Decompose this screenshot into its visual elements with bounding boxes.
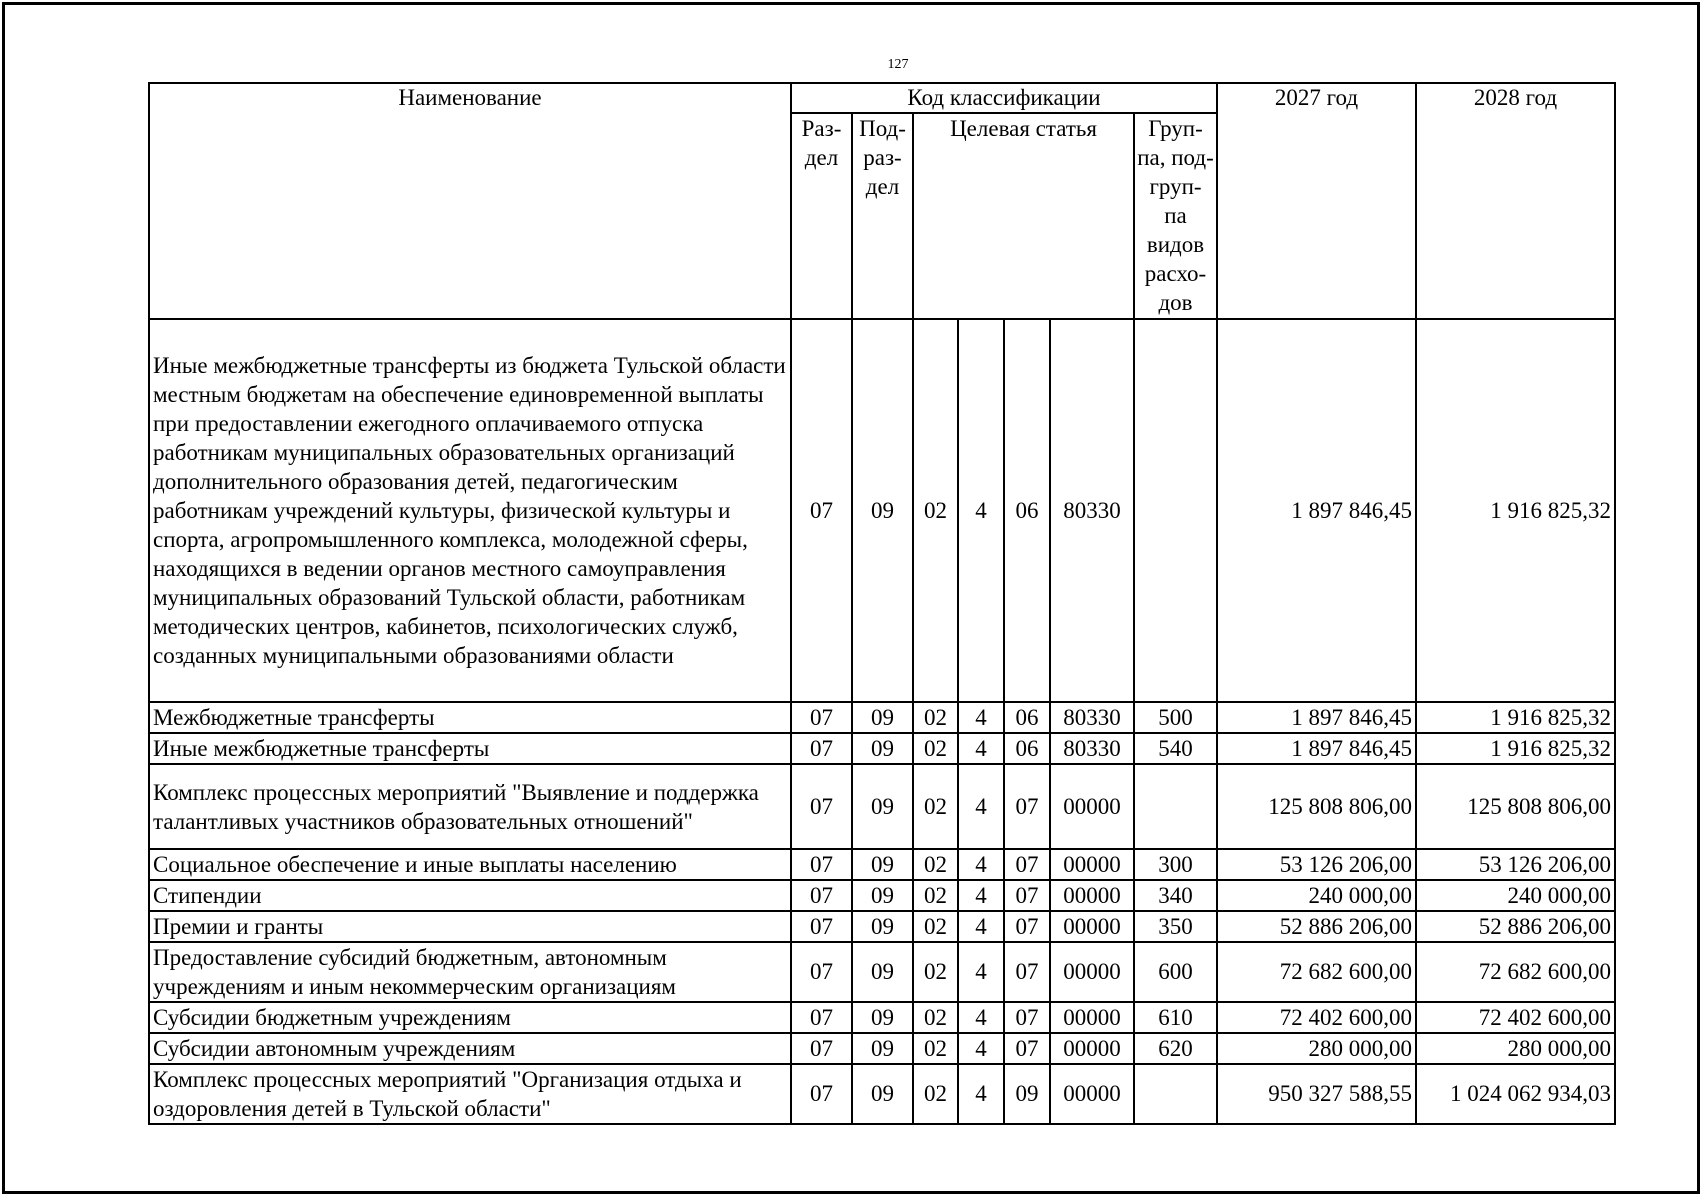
row-name: Межбюджетные трансферты	[149, 702, 791, 733]
row-target-direction: 00000	[1050, 764, 1134, 849]
row-expense-group: 610	[1134, 1002, 1217, 1033]
row-subsection: 09	[852, 942, 913, 1002]
row-target-type: 4	[958, 1064, 1004, 1124]
row-subsection: 09	[852, 319, 913, 702]
table-row	[149, 911, 1615, 942]
row-section: 07	[791, 1002, 852, 1033]
row-subsection: 09	[852, 880, 913, 911]
row-target-direction: 80330	[1050, 702, 1134, 733]
table-row	[149, 849, 1615, 880]
header-expense-group: Груп- па, под- груп- па видов расхо- дов	[1134, 113, 1217, 319]
row-subsection: 09	[852, 1064, 913, 1124]
table-row	[149, 942, 1615, 1002]
row-target-event: 07	[1004, 764, 1050, 849]
row-amount-2028: 72 682 600,00	[1416, 942, 1615, 1002]
table-row	[149, 1033, 1615, 1064]
row-target-type: 4	[958, 911, 1004, 942]
row-amount-2028: 53 126 206,00	[1416, 849, 1615, 880]
budget-table	[148, 82, 1616, 1125]
row-name: Комплекс процессных мероприятий "Выявление и поддержка талантливых участников образовательных отношений"	[149, 764, 791, 849]
row-section: 07	[791, 880, 852, 911]
row-expense-group: 500	[1134, 702, 1217, 733]
row-section: 07	[791, 764, 852, 849]
row-amount-2027: 280 000,00	[1217, 1033, 1416, 1064]
row-section: 07	[791, 702, 852, 733]
row-name: Стипендии	[149, 880, 791, 911]
row-amount-2027: 1 897 846,45	[1217, 733, 1416, 764]
row-target-type: 4	[958, 319, 1004, 702]
row-subsection: 09	[852, 1002, 913, 1033]
header-section: Раз- дел	[791, 113, 852, 319]
row-name: Социальное обеспечение и иные выплаты населению	[149, 849, 791, 880]
row-amount-2028: 125 808 806,00	[1416, 764, 1615, 849]
row-amount-2027: 72 682 600,00	[1217, 942, 1416, 1002]
row-target-direction: 80330	[1050, 733, 1134, 764]
row-target-type: 4	[958, 1002, 1004, 1033]
row-target-direction: 00000	[1050, 880, 1134, 911]
row-subsection: 09	[852, 733, 913, 764]
row-target-event: 06	[1004, 733, 1050, 764]
row-target-event: 06	[1004, 319, 1050, 702]
row-section: 07	[791, 942, 852, 1002]
row-target-event: 07	[1004, 911, 1050, 942]
row-amount-2027: 1 897 846,45	[1217, 702, 1416, 733]
header-year-2028: 2028 год	[1416, 83, 1615, 319]
row-amount-2028: 280 000,00	[1416, 1033, 1615, 1064]
row-target-program: 02	[913, 1033, 958, 1064]
row-target-program: 02	[913, 942, 958, 1002]
row-target-program: 02	[913, 1002, 958, 1033]
row-amount-2027: 125 808 806,00	[1217, 764, 1416, 849]
row-amount-2027: 72 402 600,00	[1217, 1002, 1416, 1033]
row-target-direction: 00000	[1050, 1002, 1134, 1033]
row-expense-group: 540	[1134, 733, 1217, 764]
row-target-type: 4	[958, 733, 1004, 764]
row-name: Комплекс процессных мероприятий "Организация отдыха и оздоровления детей в Тульской области"	[149, 1064, 791, 1124]
row-amount-2028: 1 916 825,32	[1416, 733, 1615, 764]
row-amount-2028: 1 916 825,32	[1416, 702, 1615, 733]
row-expense-group	[1134, 764, 1217, 849]
row-target-type: 4	[958, 849, 1004, 880]
row-section: 07	[791, 733, 852, 764]
row-amount-2027: 950 327 588,55	[1217, 1064, 1416, 1124]
header-target-article: Целевая статья	[913, 113, 1134, 319]
row-section: 07	[791, 319, 852, 702]
row-target-program: 02	[913, 319, 958, 702]
table-row	[149, 702, 1615, 733]
row-target-type: 4	[958, 702, 1004, 733]
row-target-type: 4	[958, 942, 1004, 1002]
row-name: Субсидии бюджетным учреждениям	[149, 1002, 791, 1033]
table-row	[149, 1002, 1615, 1033]
row-amount-2027: 52 886 206,00	[1217, 911, 1416, 942]
row-target-direction: 00000	[1050, 1064, 1134, 1124]
table-row	[149, 733, 1615, 764]
row-subsection: 09	[852, 1033, 913, 1064]
row-target-type: 4	[958, 764, 1004, 849]
row-expense-group: 600	[1134, 942, 1217, 1002]
row-target-event: 07	[1004, 942, 1050, 1002]
row-name: Субсидии автономным учреждениям	[149, 1033, 791, 1064]
row-subsection: 09	[852, 702, 913, 733]
row-target-type: 4	[958, 880, 1004, 911]
table-row	[149, 1064, 1615, 1124]
row-amount-2028: 240 000,00	[1416, 880, 1615, 911]
row-target-program: 02	[913, 880, 958, 911]
row-subsection: 09	[852, 764, 913, 849]
row-expense-group: 620	[1134, 1033, 1217, 1064]
row-target-direction: 00000	[1050, 911, 1134, 942]
header-classification: Код классификации	[791, 83, 1217, 113]
row-name: Иные межбюджетные трансферты	[149, 733, 791, 764]
row-target-event: 09	[1004, 1064, 1050, 1124]
row-target-program: 02	[913, 702, 958, 733]
row-amount-2028: 1 916 825,32	[1416, 319, 1615, 702]
row-amount-2027: 1 897 846,45	[1217, 319, 1416, 702]
row-section: 07	[791, 1064, 852, 1124]
table-row	[149, 880, 1615, 911]
row-target-event: 06	[1004, 702, 1050, 733]
row-expense-group: 300	[1134, 849, 1217, 880]
row-amount-2028: 52 886 206,00	[1416, 911, 1615, 942]
row-target-direction: 00000	[1050, 1033, 1134, 1064]
row-target-event: 07	[1004, 1033, 1050, 1064]
row-target-direction: 80330	[1050, 319, 1134, 702]
header-year-2027: 2027 год	[1217, 83, 1416, 319]
row-amount-2028: 1 024 062 934,03	[1416, 1064, 1615, 1124]
row-target-event: 07	[1004, 1002, 1050, 1033]
row-target-event: 07	[1004, 880, 1050, 911]
header-name: Наименование	[149, 83, 791, 319]
row-expense-group: 340	[1134, 880, 1217, 911]
header-subsection: Под- раз- дел	[852, 113, 913, 319]
row-target-type: 4	[958, 1033, 1004, 1064]
row-section: 07	[791, 911, 852, 942]
row-name: Предоставление субсидий бюджетным, автономным учреждениям и иным некоммерческим организациям	[149, 942, 791, 1002]
row-name: Премии и гранты	[149, 911, 791, 942]
row-section: 07	[791, 1033, 852, 1064]
row-expense-group	[1134, 319, 1217, 702]
page-number: 127	[887, 57, 909, 72]
row-target-event: 07	[1004, 849, 1050, 880]
row-section: 07	[791, 849, 852, 880]
row-target-program: 02	[913, 764, 958, 849]
row-subsection: 09	[852, 849, 913, 880]
row-name: Иные межбюджетные трансферты из бюджета Тульской области местным бюджетам на обеспечение единовременной выплаты при предоставлении ежегодного оплачиваемого отпуска работникам муниципальных образовательных организаций дополнительного образования детей, педагогическим работникам учреждений культуры, физической культуры и спорта, агропромышленного комплекса, молодежной сферы, находящихся в ведении органов местного самоуправления муниципальных образований Тульской области, работникам методических центров, кабинетов, психологических служб, созданных муниципальными образованиями области	[149, 319, 791, 702]
row-amount-2027: 53 126 206,00	[1217, 849, 1416, 880]
row-expense-group	[1134, 1064, 1217, 1124]
row-target-direction: 00000	[1050, 849, 1134, 880]
row-target-program: 02	[913, 911, 958, 942]
row-amount-2027: 240 000,00	[1217, 880, 1416, 911]
table-row	[149, 764, 1615, 849]
row-target-direction: 00000	[1050, 942, 1134, 1002]
row-target-program: 02	[913, 1064, 958, 1124]
row-subsection: 09	[852, 911, 913, 942]
table-row	[149, 319, 1615, 702]
row-expense-group: 350	[1134, 911, 1217, 942]
row-target-program: 02	[913, 849, 958, 880]
row-amount-2028: 72 402 600,00	[1416, 1002, 1615, 1033]
row-target-program: 02	[913, 733, 958, 764]
